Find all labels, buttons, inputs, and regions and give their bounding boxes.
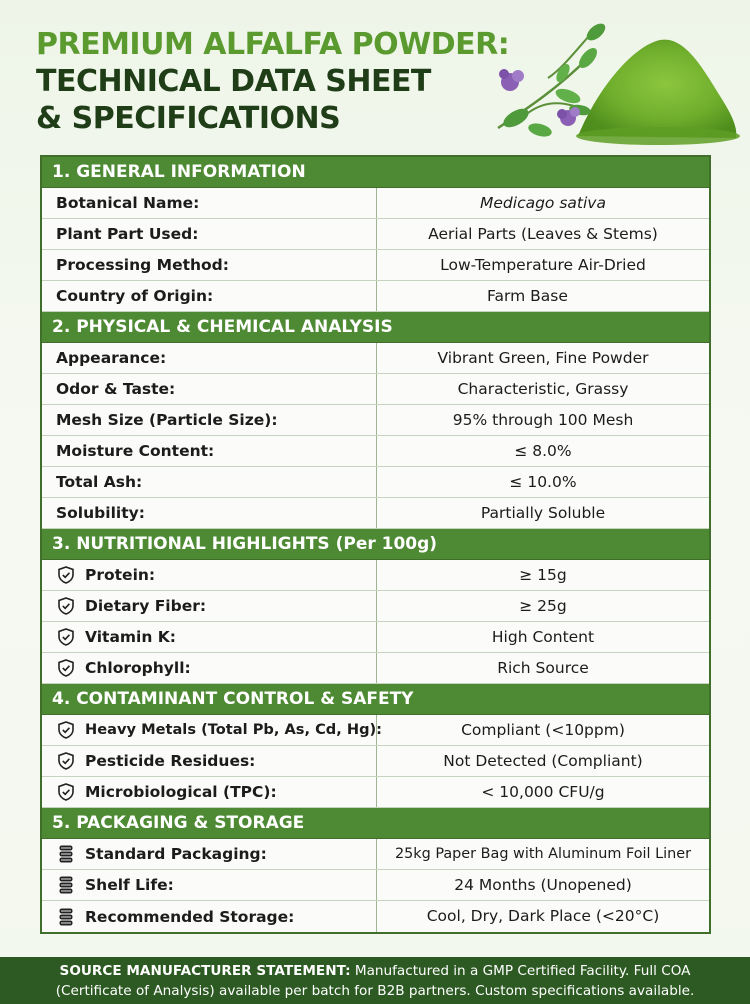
row-value: Rich Source (497, 659, 589, 677)
spec-table (40, 155, 711, 934)
row-value: ≥ 25g (519, 597, 567, 615)
row-label: Chlorophyll: (85, 659, 191, 677)
table-row (42, 715, 709, 746)
page-title (36, 26, 510, 137)
footer-text-1: Manufactured in a GMP Certified Facility. Full COA (350, 963, 691, 979)
table-row (42, 467, 709, 498)
shield-check-icon (56, 596, 76, 616)
row-value: 25kg Paper Bag with Aluminum Foil Liner (394, 846, 692, 862)
row-value: 24 Months (Unopened) (454, 876, 632, 894)
table-row (42, 870, 709, 901)
row-label: Microbiological (TPC): (85, 783, 277, 801)
section-contaminant-header: 4. CONTAMINANT CONTROL & SAFETY (42, 684, 709, 715)
table-row (42, 777, 709, 808)
row-value: Vibrant Green, Fine Powder (437, 349, 649, 367)
row-value: Aerial Parts (Leaves & Stems) (428, 225, 658, 243)
alfalfa-powder-image (468, 18, 740, 148)
table-row (42, 281, 709, 312)
table-row (42, 560, 709, 591)
row-value: Characteristic, Grassy (457, 380, 629, 398)
table-row (42, 901, 709, 932)
table-row (42, 653, 709, 684)
row-label: Dietary Fiber: (85, 597, 207, 615)
row-value: Partially Soluble (480, 504, 606, 522)
table-row (42, 622, 709, 653)
table-row (42, 405, 709, 436)
row-label: Recommended Storage: (85, 907, 295, 926)
row-label: Country of Origin: (42, 281, 377, 311)
shield-check-icon (56, 627, 76, 647)
stacked-barrels-icon (56, 844, 76, 864)
row-value: Farm Base (487, 287, 568, 305)
manufacturer-statement-footer (0, 957, 750, 1004)
row-label: Mesh Size (Particle Size): (42, 405, 377, 435)
row-value: ≤ 8.0% (514, 442, 572, 460)
table-row (42, 343, 709, 374)
row-label: Pesticide Residues: (85, 752, 256, 770)
row-label: Moisture Content: (42, 436, 377, 466)
row-value: ≥ 15g (519, 566, 567, 584)
row-label: Botanical Name: (42, 188, 377, 218)
row-label: Processing Method: (42, 250, 377, 280)
table-row (42, 219, 709, 250)
section-general-information-header: 1. GENERAL INFORMATION (42, 157, 709, 188)
section-nutritional-header: 3. NUTRITIONAL HIGHLIGHTS (Per 100g) (42, 529, 709, 560)
row-value: Medicago sativa (480, 194, 606, 212)
row-label: Total Ash: (42, 467, 377, 497)
table-row (42, 839, 709, 870)
footer-text-2: (Certificate of Analysis) available per batch for B2B partners. Custom specifications available. (55, 983, 695, 999)
row-label: Standard Packaging: (85, 845, 267, 863)
row-value: Cool, Dry, Dark Place (<20°C) (426, 907, 660, 925)
row-value: High Content (491, 628, 595, 646)
table-row (42, 436, 709, 467)
row-label: Appearance: (42, 343, 377, 373)
row-value: Low-Temperature Air-Dried (440, 256, 646, 274)
section-physical-chemical-header: 2. PHYSICAL & CHEMICAL ANALYSIS (42, 312, 709, 343)
footer-lead: SOURCE MANUFACTURER STATEMENT: (59, 963, 351, 979)
shield-check-icon (56, 782, 76, 802)
table-row (42, 498, 709, 529)
row-label: Heavy Metals (Total Pb, As, Cd, Hg): (85, 721, 383, 738)
row-label: Plant Part Used: (42, 219, 377, 249)
table-row (42, 188, 709, 219)
row-label: Odor & Taste: (42, 374, 377, 404)
shield-check-icon (56, 565, 76, 585)
table-row (42, 250, 709, 281)
row-value: ≤ 10.0% (509, 473, 577, 491)
table-row (42, 746, 709, 777)
title-line-3: & SPECIFICATIONS (36, 101, 341, 136)
shield-check-icon (56, 751, 76, 771)
title-line-1: PREMIUM ALFALFA POWDER: (36, 27, 510, 62)
shield-check-icon (56, 658, 76, 678)
row-value: < 10,000 CFU/g (481, 783, 605, 801)
section-packaging-header: 5. PACKAGING & STORAGE (42, 808, 709, 839)
stacked-barrels-icon (56, 907, 76, 927)
stacked-barrels-icon (56, 875, 76, 895)
row-label: Vitamin K: (85, 628, 177, 646)
title-line-2: TECHNICAL DATA SHEET (36, 64, 431, 99)
row-value: Compliant (<10ppm) (461, 721, 625, 739)
row-value: Not Detected (Compliant) (443, 752, 643, 770)
row-label: Solubility: (42, 498, 377, 528)
table-row (42, 374, 709, 405)
table-row (42, 591, 709, 622)
row-label: Protein: (85, 566, 156, 584)
shield-check-icon (56, 720, 76, 740)
row-label: Shelf Life: (85, 876, 174, 894)
row-value: 95% through 100 Mesh (452, 411, 634, 429)
